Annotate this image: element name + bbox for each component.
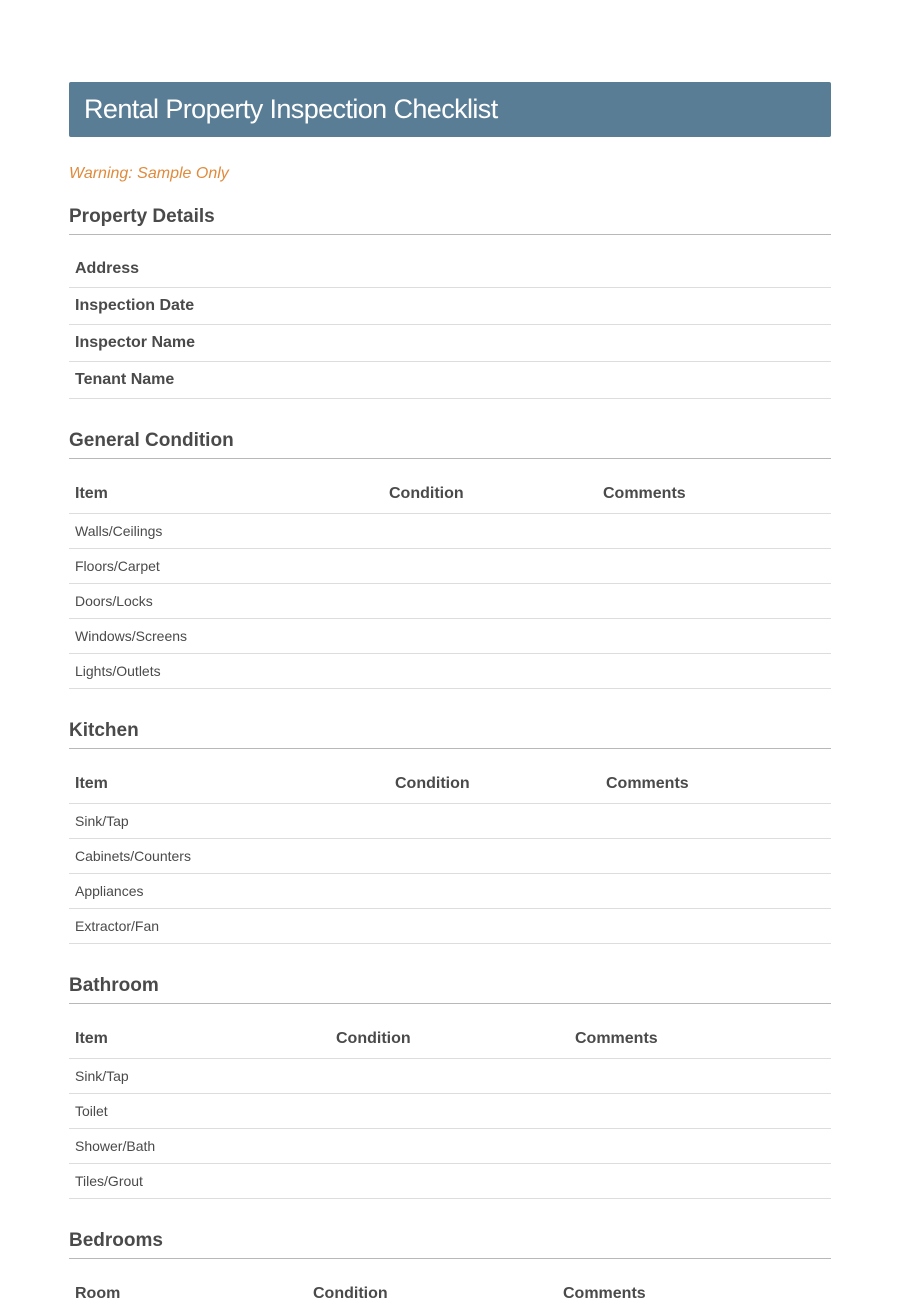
comments-cell xyxy=(597,584,831,619)
item-cell: Cabinets/Counters xyxy=(69,839,389,874)
item-cell: Shower/Bath xyxy=(69,1129,330,1164)
table-row xyxy=(69,804,831,839)
section-heading: Bathroom xyxy=(69,974,831,1004)
table-row xyxy=(69,362,831,399)
comments-cell xyxy=(569,1059,831,1094)
condition-cell xyxy=(389,839,600,874)
condition-cell xyxy=(330,1094,569,1129)
section-heading: Bedrooms xyxy=(69,1229,831,1259)
general-condition-table xyxy=(69,475,831,689)
condition-cell xyxy=(389,909,600,944)
column-header: Comments xyxy=(597,475,831,514)
column-header: Comments xyxy=(600,765,831,804)
comments-cell xyxy=(600,839,831,874)
table-row xyxy=(69,251,831,288)
bathroom-table xyxy=(69,1020,831,1199)
comments-cell xyxy=(597,549,831,584)
column-header: Condition xyxy=(389,765,600,804)
table-row xyxy=(69,1094,831,1129)
comments-cell xyxy=(597,619,831,654)
property-details-section xyxy=(69,205,831,399)
condition-cell xyxy=(330,1164,569,1199)
comments-cell xyxy=(600,909,831,944)
table-row xyxy=(69,549,831,584)
item-cell: Extractor/Fan xyxy=(69,909,389,944)
condition-cell xyxy=(389,804,600,839)
table-row xyxy=(69,1129,831,1164)
condition-cell xyxy=(383,514,597,549)
comments-cell xyxy=(597,654,831,689)
table-header-row xyxy=(69,1020,831,1059)
table-header-row xyxy=(69,475,831,514)
column-header: Condition xyxy=(383,475,597,514)
condition-cell xyxy=(389,874,600,909)
table-header-row xyxy=(69,765,831,804)
column-header: Item xyxy=(69,1020,330,1059)
field-label: Tenant Name xyxy=(69,362,831,399)
comments-cell xyxy=(600,874,831,909)
field-label: Inspector Name xyxy=(69,325,831,362)
bathroom-section xyxy=(69,974,831,1199)
table-row xyxy=(69,654,831,689)
column-header: Item xyxy=(69,475,383,514)
section-heading: Kitchen xyxy=(69,719,831,749)
page-title: Rental Property Inspection Checklist xyxy=(84,94,498,124)
item-cell: Sink/Tap xyxy=(69,804,389,839)
column-header: Condition xyxy=(307,1275,557,1300)
general-condition-section xyxy=(69,429,831,689)
item-cell: Doors/Locks xyxy=(69,584,383,619)
inspection-checklist-page xyxy=(69,0,831,1300)
field-label: Inspection Date xyxy=(69,288,831,325)
column-header: Comments xyxy=(557,1275,831,1300)
table-row xyxy=(69,839,831,874)
field-label: Address xyxy=(69,251,831,288)
table-row xyxy=(69,325,831,362)
bedrooms-section xyxy=(69,1229,831,1300)
title-banner xyxy=(69,82,831,137)
table-row xyxy=(69,288,831,325)
condition-cell xyxy=(383,619,597,654)
table-row xyxy=(69,514,831,549)
column-header: Item xyxy=(69,765,389,804)
table-row xyxy=(69,909,831,944)
item-cell: Sink/Tap xyxy=(69,1059,330,1094)
item-cell: Windows/Screens xyxy=(69,619,383,654)
table-row xyxy=(69,584,831,619)
comments-cell xyxy=(569,1094,831,1129)
warning-note: Warning: Sample Only xyxy=(69,165,229,182)
item-cell: Toilet xyxy=(69,1094,330,1129)
kitchen-table xyxy=(69,765,831,944)
table-row xyxy=(69,1059,831,1094)
section-heading: Property Details xyxy=(69,205,831,235)
comments-cell xyxy=(569,1129,831,1164)
condition-cell xyxy=(383,654,597,689)
item-cell: Walls/Ceilings xyxy=(69,514,383,549)
column-header: Room xyxy=(69,1275,307,1300)
column-header: Condition xyxy=(330,1020,569,1059)
item-cell: Tiles/Grout xyxy=(69,1164,330,1199)
bedrooms-table xyxy=(69,1275,831,1300)
condition-cell xyxy=(383,549,597,584)
condition-cell xyxy=(383,584,597,619)
item-cell: Lights/Outlets xyxy=(69,654,383,689)
item-cell: Appliances xyxy=(69,874,389,909)
condition-cell xyxy=(330,1059,569,1094)
item-cell: Floors/Carpet xyxy=(69,549,383,584)
comments-cell xyxy=(597,514,831,549)
table-row xyxy=(69,1164,831,1199)
table-row xyxy=(69,874,831,909)
property-details-table xyxy=(69,251,831,399)
kitchen-section xyxy=(69,719,831,944)
table-header-row xyxy=(69,1275,831,1300)
condition-cell xyxy=(330,1129,569,1164)
section-heading: General Condition xyxy=(69,429,831,459)
comments-cell xyxy=(600,804,831,839)
comments-cell xyxy=(569,1164,831,1199)
column-header: Comments xyxy=(569,1020,831,1059)
table-row xyxy=(69,619,831,654)
